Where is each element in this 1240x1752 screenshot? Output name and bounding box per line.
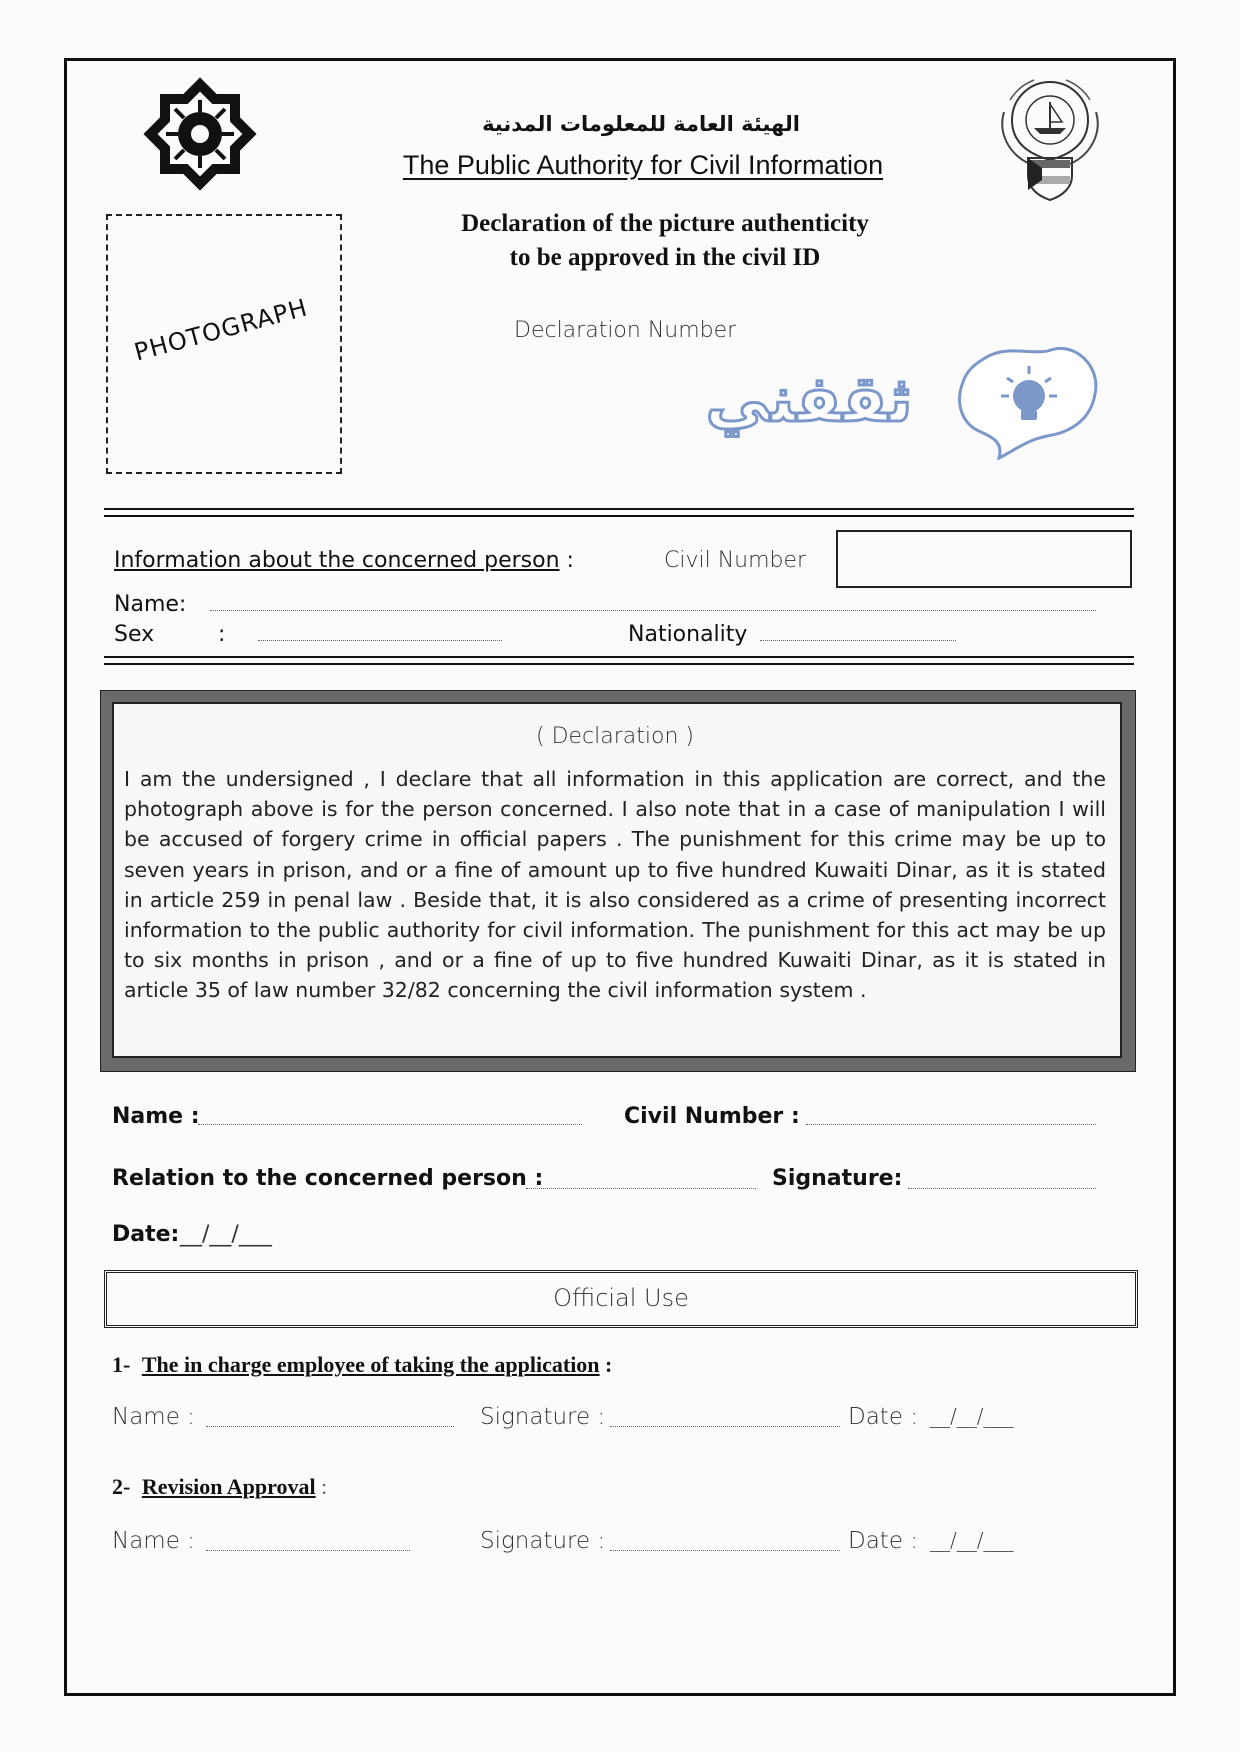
frame-right-border bbox=[1173, 58, 1176, 1696]
declarant-date-field[interactable]: __/__/___ bbox=[180, 1222, 272, 1247]
frame-bottom-border bbox=[64, 1693, 1176, 1696]
sex-field[interactable] bbox=[258, 640, 502, 641]
frame-left-border bbox=[64, 58, 67, 1696]
employee-name-label: Name : bbox=[112, 1404, 195, 1430]
lightbulb-bubble-icon bbox=[955, 344, 1103, 460]
arabic-authority-title: الهيئة العامة للمعلومات المدنية bbox=[482, 112, 800, 136]
section1-heading: 1- The in charge employee of taking the application : bbox=[112, 1352, 613, 1377]
nationality-label: Nationality bbox=[628, 622, 748, 647]
sex-label: Sex bbox=[114, 622, 155, 647]
declaration-title-line2: to be approved in the civil ID bbox=[509, 244, 821, 271]
name-field[interactable] bbox=[210, 610, 1096, 611]
section-divider-bottom bbox=[104, 656, 1134, 665]
declaration-title bbox=[400, 207, 930, 275]
frame-top-border bbox=[64, 58, 1176, 61]
civil-number-input[interactable] bbox=[836, 530, 1132, 588]
declarant-civil-number-field[interactable] bbox=[806, 1124, 1096, 1125]
declarant-date-label: Date: bbox=[112, 1222, 180, 1247]
watermark bbox=[684, 350, 934, 460]
sex-colon: : bbox=[218, 622, 226, 647]
declarant-civil-number-label: Civil Number : bbox=[624, 1104, 800, 1129]
employee-date-label: Date : bbox=[848, 1404, 919, 1430]
employee-name-field[interactable] bbox=[206, 1426, 454, 1427]
watermark-text: ثقفني bbox=[705, 363, 913, 437]
declaration-number-label: Declaration Number bbox=[514, 318, 737, 343]
person-info-heading: Information about the concerned person : bbox=[114, 548, 574, 573]
employee-signature-field[interactable] bbox=[610, 1426, 840, 1427]
approver-name-label: Name : bbox=[112, 1528, 195, 1554]
photo-label: PHOTOGRAPH bbox=[131, 293, 311, 367]
approver-date-field[interactable]: __/__/___ bbox=[930, 1528, 1014, 1552]
employee-date-field[interactable]: __/__/___ bbox=[930, 1404, 1014, 1428]
approver-date-label: Date : bbox=[848, 1528, 919, 1554]
relation-label: Relation to the concerned person : bbox=[112, 1166, 544, 1191]
approver-name-field[interactable] bbox=[206, 1550, 410, 1551]
employee-signature-label: Signature : bbox=[480, 1404, 606, 1430]
declaration-heading: ( Declaration ) bbox=[536, 724, 694, 749]
declarant-signature-field[interactable] bbox=[908, 1188, 1096, 1189]
declaration-title-line1: Declaration of the picture authenticity bbox=[461, 210, 869, 237]
section2-heading: 2- Revision Approval : bbox=[112, 1474, 328, 1499]
approver-signature-field[interactable] bbox=[610, 1550, 840, 1551]
approver-signature-label: Signature : bbox=[480, 1528, 606, 1554]
declarant-name-field[interactable] bbox=[198, 1124, 582, 1125]
nationality-field[interactable] bbox=[760, 640, 956, 641]
name-label: Name: bbox=[114, 592, 187, 617]
authority-title: The Public Authority for Civil Information bbox=[402, 150, 884, 180]
section-divider-top bbox=[104, 508, 1134, 517]
kuwait-emblem-icon bbox=[990, 72, 1110, 204]
official-use-title: Official Use bbox=[553, 1284, 689, 1312]
declarant-signature-label: Signature: bbox=[772, 1166, 903, 1191]
declaration-text: I am the undersigned , I declare that all information in this application are correct, and the photograph above is for the person concerned. I also note that in a case of manipulation I will be accused of forgery crime in official papers . The punishment for this crime may be up to seven years in prison, and or a fine of amount up to five hundred Kuwaiti Dinar, as it is stated in article 259 in penal law . Beside that, it is also considered as a crime of presenting incorrect information to the public authority for civil information. The punishment for this act may be up to six months in prison , and or a fine of up to five hundred Kuwaiti Dinar, as it is stated in article 35 of law number 32/82 concerning the civil information system . bbox=[124, 767, 1106, 1003]
declarant-name-label: Name : bbox=[112, 1104, 200, 1129]
civil-number-label: Civil Number bbox=[664, 548, 807, 573]
relation-field[interactable] bbox=[526, 1188, 756, 1189]
paci-star-logo bbox=[136, 70, 264, 198]
